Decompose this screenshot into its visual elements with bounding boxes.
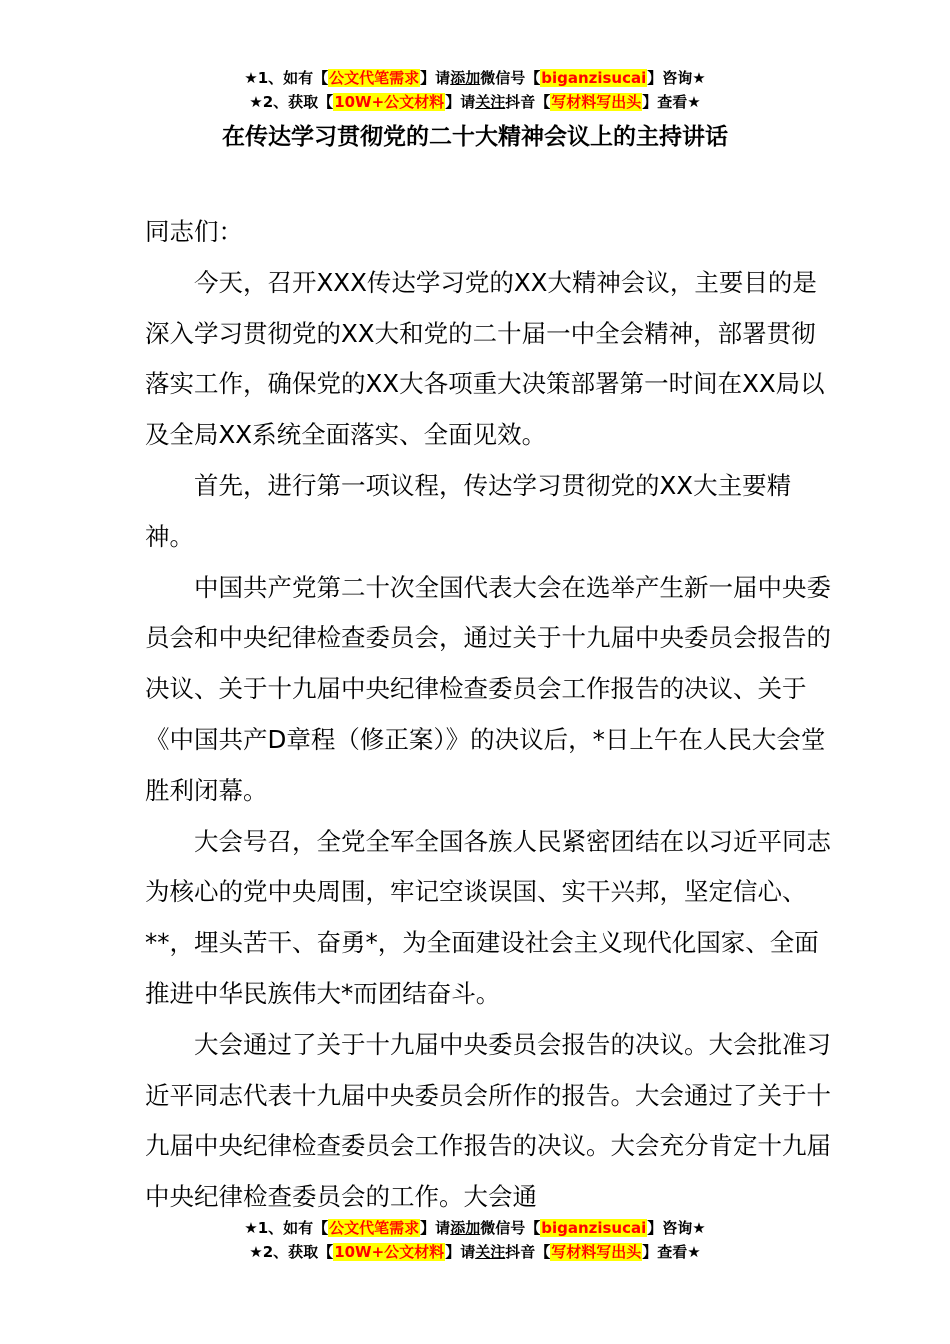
bottom-promo-banner bbox=[0, 1216, 950, 1264]
paragraph-1: 今天，召开XXX传达学习党的XX大精神会议，主要目的是深入学习贯彻党的XX大和党的二十届一中全会精神，部署贯彻落实工作，确保党的XX大各项重大决策部署第一时间在XX局以及全局XX系统全面落实、全面见效。 bbox=[145, 267, 825, 450]
highlight-service: 公文代笔需求 bbox=[329, 69, 420, 87]
promo-line-1: ★1、如有【公文代笔需求】请添加微信号【biganzisucai】咨询★ bbox=[244, 69, 706, 87]
greeting: 同志们： bbox=[145, 217, 243, 246]
paragraph-2: 首先，进行第一项议程，传达学习贯彻党的XX大主要精神。 bbox=[145, 470, 792, 551]
paragraph-3: 中国共产党第二十次全国代表大会在选举产生新一届中央委员会和中央纪律检查委员会，通过关于十九届中央委员会报告的决议、关于十九届中央纪律检查委员会工作报告的决议、关于《中国共产D章程（修正案）》的决议后，*日上午在人民大会堂胜利闭幕。 bbox=[145, 572, 831, 805]
highlight-wechat-id: biganzisucai bbox=[541, 1219, 647, 1237]
paragraph-5: 大会通过了关于十九届中央委员会报告的决议。大会批准习近平同志代表十九届中央委员会所作的报告。大会通过了关于十九届中央纪律检查委员会工作报告的决议。大会充分肯定十九届中央纪律检查委员会的工作。大会通 bbox=[145, 1029, 831, 1212]
document-body bbox=[145, 207, 835, 1223]
highlight-douyin-account: 写材料写出头 bbox=[551, 93, 642, 111]
highlight-wechat-id: biganzisucai bbox=[541, 69, 647, 87]
highlight-materials: 10W+公文材料 bbox=[334, 93, 445, 111]
top-promo-banner bbox=[0, 66, 950, 114]
highlight-materials: 10W+公文材料 bbox=[334, 1243, 445, 1261]
highlight-douyin-account: 写材料写出头 bbox=[551, 1243, 642, 1261]
promo-line-1: ★1、如有【公文代笔需求】请添加微信号【biganzisucai】咨询★ bbox=[244, 1219, 706, 1237]
promo-line-2: ★2、获取【10W+公文材料】请关注抖音【写材料写出头】查看★ bbox=[249, 93, 701, 111]
highlight-service: 公文代笔需求 bbox=[329, 1219, 420, 1237]
paragraph-4: 大会号召，全党全军全国各族人民紧密团结在以习近平同志为核心的党中央周围，牢记空谈误国、实干兴邦，坚定信心、**，埋头苦干、奋勇*，为全面建设社会主义现代化国家、全面推进中华民族伟大*而团结奋斗。 bbox=[145, 826, 831, 1008]
promo-line-2: ★2、获取【10W+公文材料】请关注抖音【写材料写出头】查看★ bbox=[249, 1243, 701, 1261]
document-title: 在传达学习贯彻党的二十大精神会议上的主持讲话 bbox=[222, 124, 728, 150]
